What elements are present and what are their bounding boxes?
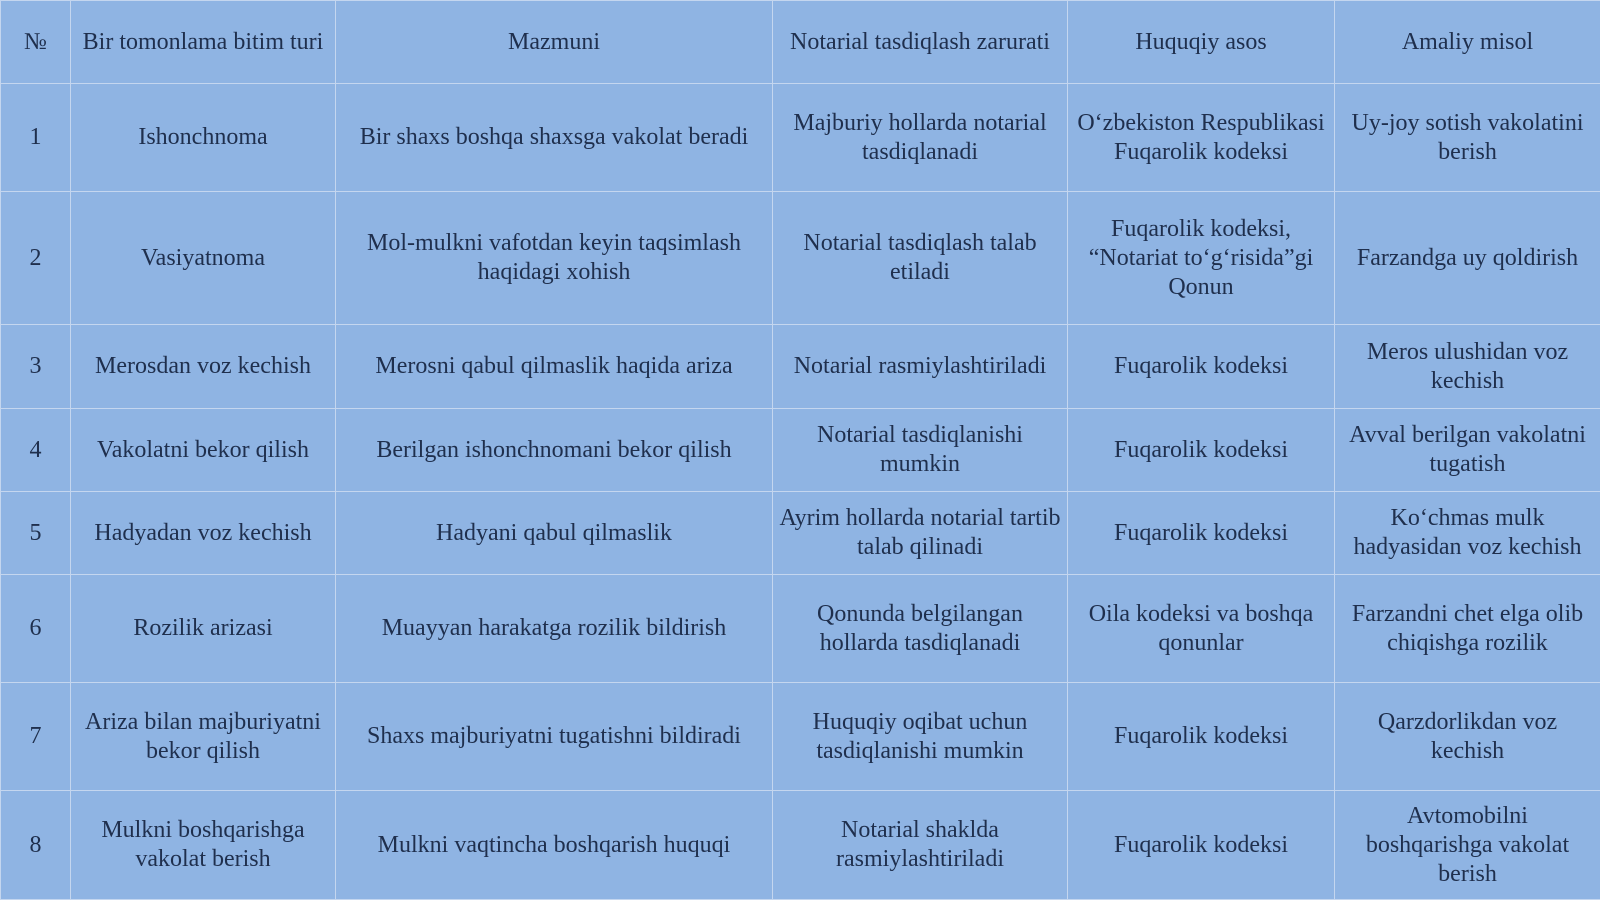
cell-content: Hadyani qabul qilmaslik	[336, 492, 773, 575]
table-row	[1, 791, 1600, 900]
cell-practical-example: Uy-joy sotish vakolatini berish	[1335, 84, 1600, 192]
cell-number: 1	[1, 84, 71, 192]
cell-transaction-type: Mulkni boshqarishga vakolat berish	[71, 791, 336, 900]
header-transaction-type: Bir tomonlama bitim turi	[71, 1, 336, 84]
cell-content: Mulkni vaqtincha boshqarish huquqi	[336, 791, 773, 900]
cell-legal-basis: Fuqarolik kodeksi	[1068, 683, 1335, 791]
cell-legal-basis: Oila kodeksi va boshqa qonunlar	[1068, 575, 1335, 683]
cell-number: 8	[1, 791, 71, 900]
cell-practical-example: Qarzdorlikdan voz kechish	[1335, 683, 1600, 791]
cell-notarization: Huquqiy oqibat uchun tasdiqlanishi mumkin	[773, 683, 1068, 791]
table-row	[1, 683, 1600, 791]
cell-legal-basis: O‘zbekiston Respublikasi Fuqarolik kodeksi	[1068, 84, 1335, 192]
cell-practical-example: Avval berilgan vakolatni tugatish	[1335, 409, 1600, 492]
cell-number: 4	[1, 409, 71, 492]
cell-number: 3	[1, 325, 71, 409]
table-row	[1, 575, 1600, 683]
cell-legal-basis: Fuqarolik kodeksi	[1068, 791, 1335, 900]
cell-legal-basis: Fuqarolik kodeksi	[1068, 409, 1335, 492]
cell-transaction-type: Merosdan voz kechish	[71, 325, 336, 409]
header-notarization: Notarial tasdiqlash zarurati	[773, 1, 1068, 84]
header-number: №	[1, 1, 71, 84]
cell-notarization: Notarial tasdiqlash talab etiladi	[773, 192, 1068, 325]
cell-notarization: Notarial rasmiylashtiriladi	[773, 325, 1068, 409]
cell-notarization: Majburiy hollarda notarial tasdiqlanadi	[773, 84, 1068, 192]
cell-practical-example: Meros ulushidan voz kechish	[1335, 325, 1600, 409]
cell-transaction-type: Ariza bilan majburiyatni bekor qilish	[71, 683, 336, 791]
table-row	[1, 84, 1600, 192]
cell-number: 5	[1, 492, 71, 575]
cell-legal-basis: Fuqarolik kodeksi, “Notariat to‘g‘risida”gi Qonun	[1068, 192, 1335, 325]
cell-practical-example: Ko‘chmas mulk hadyasidan voz kechish	[1335, 492, 1600, 575]
table-row	[1, 325, 1600, 409]
cell-practical-example: Farzandni chet elga olib chiqishga rozilik	[1335, 575, 1600, 683]
cell-content: Merosni qabul qilmaslik haqida ariza	[336, 325, 773, 409]
cell-practical-example: Avtomobilni boshqarishga vakolat berish	[1335, 791, 1600, 900]
header-content: Mazmuni	[336, 1, 773, 84]
cell-transaction-type: Vasiyatnoma	[71, 192, 336, 325]
cell-number: 6	[1, 575, 71, 683]
cell-notarization: Ayrim hollarda notarial tartib talab qilinadi	[773, 492, 1068, 575]
header-row	[1, 1, 1600, 84]
cell-number: 7	[1, 683, 71, 791]
cell-practical-example: Farzandga uy qoldirish	[1335, 192, 1600, 325]
header-practical-example: Amaliy misol	[1335, 1, 1600, 84]
cell-transaction-type: Vakolatni bekor qilish	[71, 409, 336, 492]
cell-content: Muayyan harakatga rozilik bildirish	[336, 575, 773, 683]
table-row	[1, 192, 1600, 325]
cell-notarization: Notarial tasdiqlanishi mumkin	[773, 409, 1068, 492]
header-legal-basis: Huquqiy asos	[1068, 1, 1335, 84]
cell-transaction-type: Rozilik arizasi	[71, 575, 336, 683]
cell-number: 2	[1, 192, 71, 325]
cell-notarization: Qonunda belgilangan hollarda tasdiqlanadi	[773, 575, 1068, 683]
table-row	[1, 409, 1600, 492]
cell-content: Shaxs majburiyatni tugatishni bildiradi	[336, 683, 773, 791]
table-row	[1, 492, 1600, 575]
cell-transaction-type: Ishonchnoma	[71, 84, 336, 192]
cell-notarization: Notarial shaklda rasmiylashtiriladi	[773, 791, 1068, 900]
cell-transaction-type: Hadyadan voz kechish	[71, 492, 336, 575]
cell-content: Mol-mulkni vafotdan keyin taqsimlash haqidagi xohish	[336, 192, 773, 325]
cell-legal-basis: Fuqarolik kodeksi	[1068, 325, 1335, 409]
cell-content: Bir shaxs boshqa shaxsga vakolat beradi	[336, 84, 773, 192]
cell-legal-basis: Fuqarolik kodeksi	[1068, 492, 1335, 575]
cell-content: Berilgan ishonchnomani bekor qilish	[336, 409, 773, 492]
